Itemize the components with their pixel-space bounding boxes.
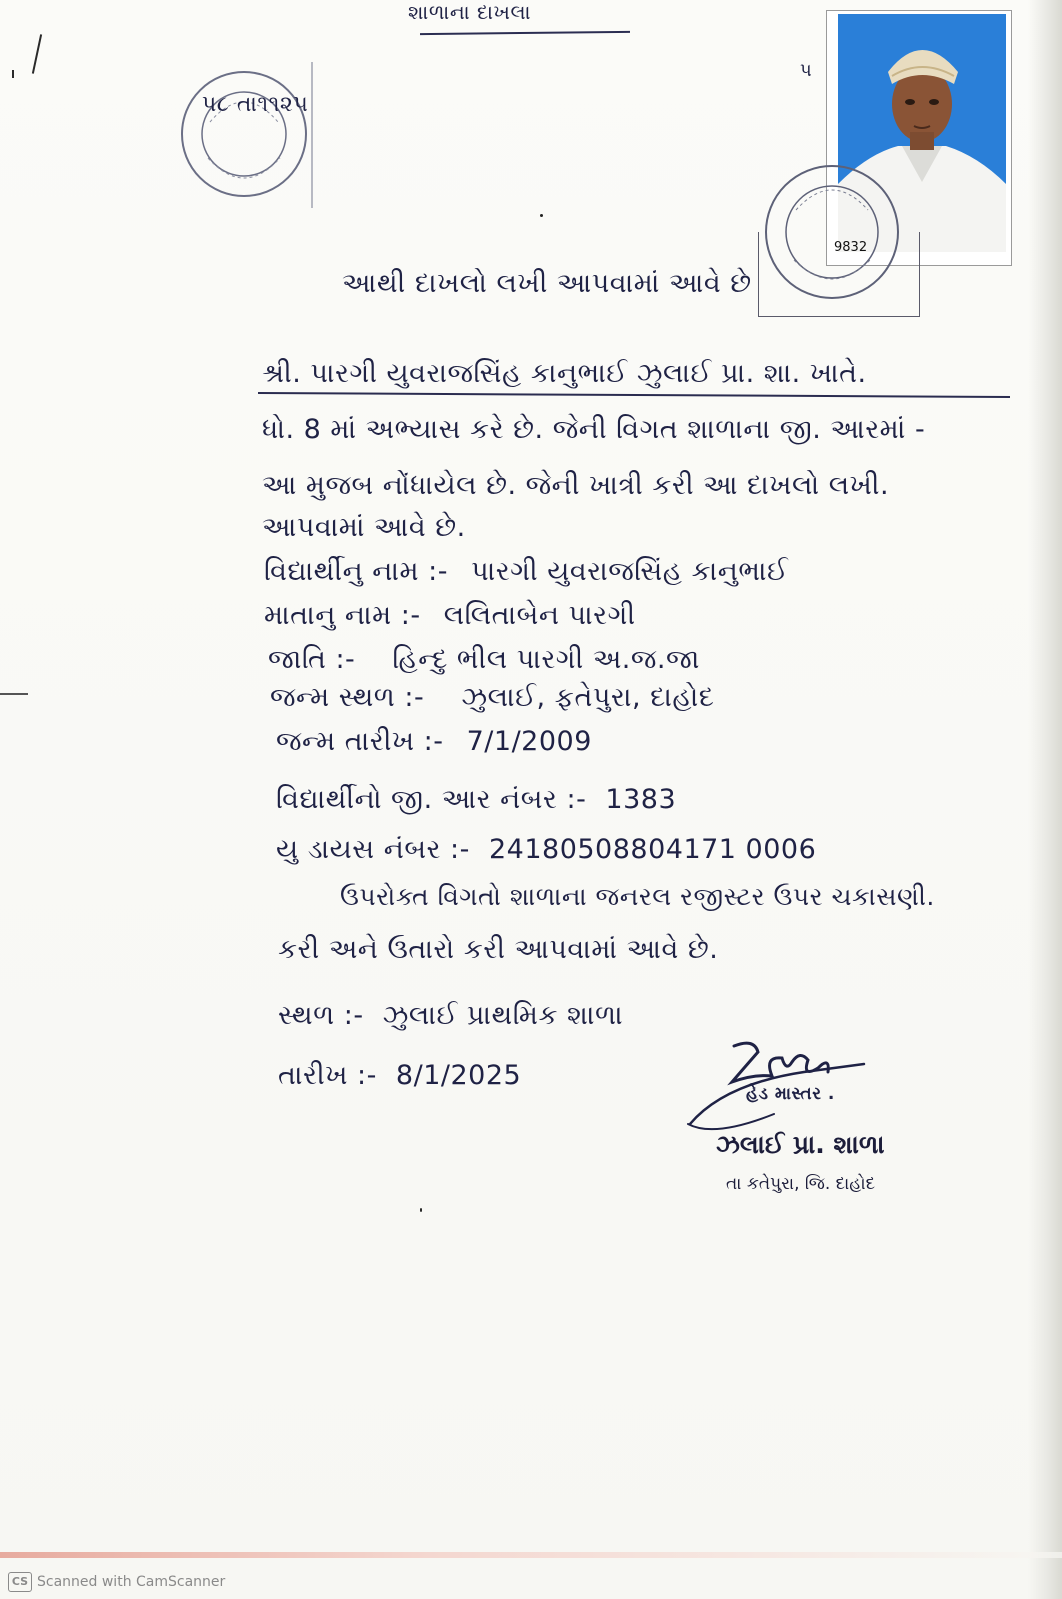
stamp-box-outline	[758, 232, 920, 317]
field-row	[276, 784, 676, 816]
field-row	[276, 834, 816, 866]
margin-scratch	[12, 70, 14, 78]
stamp-left-handwriting: પ૮ તા૧૧૨૫	[202, 92, 309, 117]
field-label: યુ ડાયસ નંબર :-	[276, 834, 470, 865]
field-label: જન્મ તારીખ :-	[276, 726, 444, 757]
field-row	[270, 682, 714, 714]
school-stamp-left	[178, 62, 318, 208]
field-value: લલિતાબેન પારગી	[443, 600, 636, 631]
field-row	[276, 726, 592, 758]
letter-line-4: આપવામાં આવે છે.	[262, 512, 466, 543]
place-label: સ્થળ :-	[278, 1000, 364, 1031]
photo-number: 9832	[834, 240, 868, 255]
place-value: ઝુલાઈ પ્રાથમિક શાળા	[382, 1000, 624, 1031]
page-edge-shadow	[1028, 0, 1062, 1599]
field-label: માતાનુ નામ :-	[264, 600, 421, 631]
margin-mark: પ	[800, 60, 813, 81]
field-label: વિદ્યાર્થીનુ નામ :-	[264, 556, 449, 587]
school-address-stamp: તા કતેપુરા, જિ. દાહોદ	[726, 1174, 876, 1194]
camscanner-watermark	[8, 1572, 225, 1592]
field-value: હિન્દુ ભીલ પારગી અ.જ.જા	[392, 644, 700, 675]
camscanner-text: Scanned with CamScanner	[37, 1574, 226, 1590]
ink-dot	[540, 214, 543, 217]
letter-line-3: આ મુજબ નોંધાયેલ છે. જેની ખાત્રી કરી આ દાખલો લખી.	[262, 470, 890, 501]
letter-line-2: ધો. 8 માં અભ્યાસ કરે છે. જેની વિગત શાળાના જી. આરમાં -	[262, 414, 926, 445]
field-value: 7/1/2009	[466, 726, 592, 757]
ink-dot	[420, 1208, 422, 1212]
field-label: વિદ્યાર્થીનો જી. આર નંબર :-	[276, 784, 587, 815]
field-label: જન્મ સ્થળ :-	[270, 682, 425, 713]
field-row	[264, 556, 788, 588]
date-value: 8/1/2025	[395, 1060, 522, 1091]
date-label: તારીખ :-	[278, 1060, 377, 1091]
closing-line-1: ઉપરોક્ત વિગતો શાળાના જનરલ રજીસ્ટર ઉપર ચકાસણી.	[340, 882, 935, 911]
field-value: 1383	[605, 784, 677, 815]
closing-line-2: કરી અને ઉતારો કરી આપવામાં આવે છે.	[278, 934, 719, 965]
signature-role: હેડ માસ્તર .	[746, 1084, 835, 1104]
field-row	[264, 600, 636, 632]
camscanner-logo: CS	[8, 1572, 32, 1592]
heading-underline	[420, 31, 630, 35]
place-row	[278, 1000, 623, 1032]
field-label: જાતિ :-	[268, 644, 356, 675]
scan-edge-shade	[0, 1552, 1062, 1558]
letter-intro: આથી દાખલો લખી આપવામાં આવે છે	[342, 268, 752, 299]
field-value: 24180508804171 0006	[488, 834, 817, 865]
field-value: ઝુલાઈ, ફતેપુરા, દાહોદ	[461, 682, 715, 713]
margin-scratch	[0, 693, 28, 695]
field-value: પારગી યુવરાજસિંહ કાનુભાઈ	[471, 556, 789, 587]
school-name-stamp: ઝલાઈ પ્રા. શાળા	[716, 1130, 885, 1159]
date-row	[278, 1060, 521, 1092]
document-heading: શાળાના દાખલા	[408, 0, 532, 24]
line-1-underline	[258, 392, 1010, 398]
margin-scratch	[32, 34, 42, 74]
letter-line-1: શ્રી. પારગી યુવરાજસિંહ કાનુભાઈ ઝુલાઈ પ્રા. શા. ખાતે.	[262, 358, 867, 389]
field-row	[268, 644, 700, 676]
